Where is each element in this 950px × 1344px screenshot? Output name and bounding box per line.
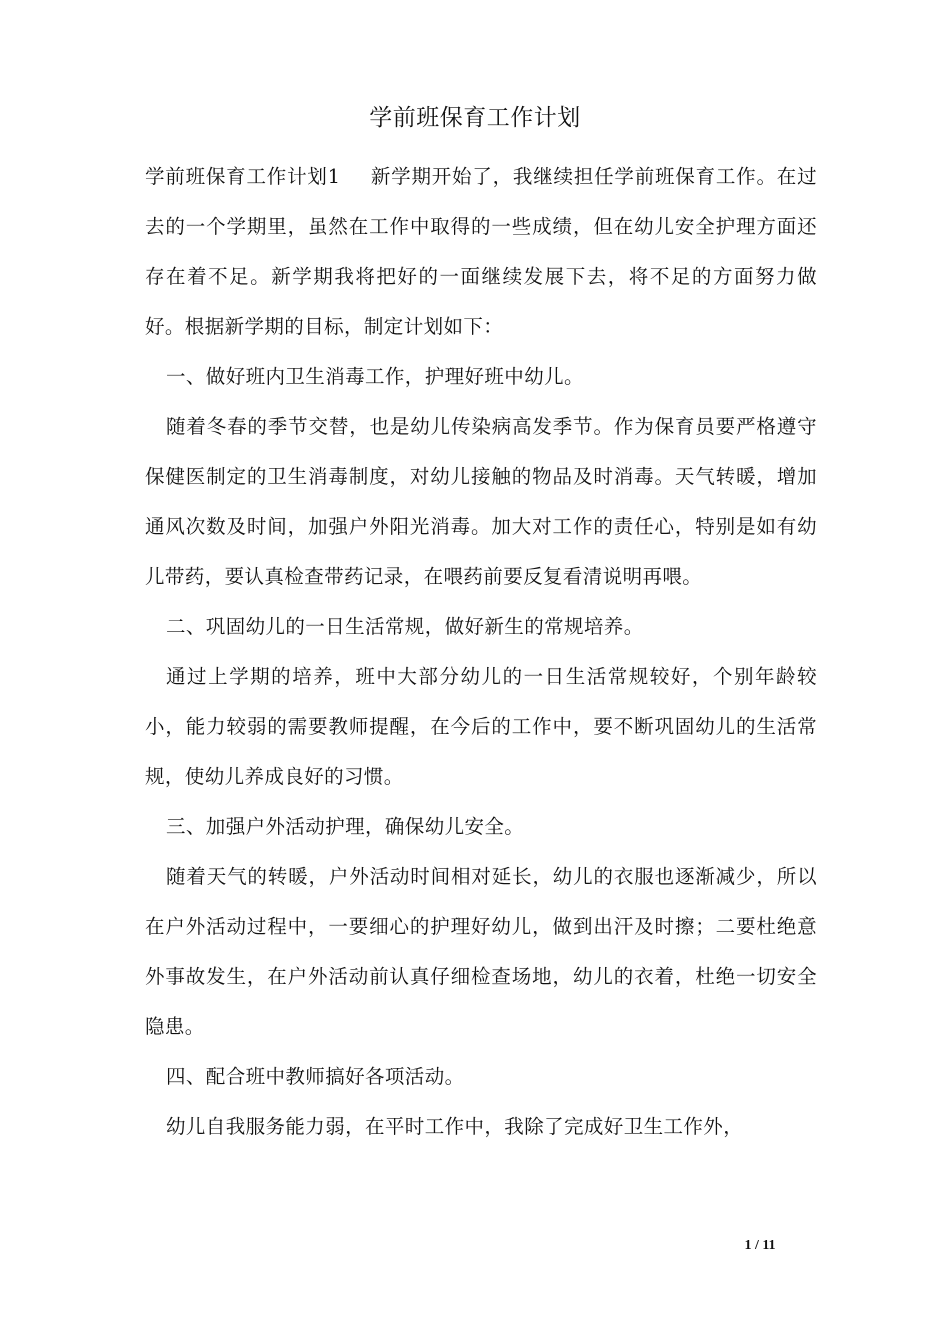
section-heading-2: 二、巩固幼儿的一日生活常规，做好新生的常规培养。: [166, 615, 644, 638]
document-title: 学前班保育工作计划: [369, 105, 581, 131]
document-body: [145, 152, 817, 1152]
section-body-1: 随着冬春的季节交替，也是幼儿传染病高发季节。作为保育员要严格遵守保健医制定的卫生消毒制度，对幼儿接触的物品及时消毒。天气转暖，增加通风次数及时间，加强户外阳光消毒。加大对工作的责任心，特别是如有幼儿带药，要认真检查带药记录，在喂药前要反复看清说明再喂。: [145, 415, 817, 588]
section-heading-1: 一、做好班内卫生消毒工作，护理好班中幼儿。: [166, 365, 584, 388]
intro-text: 新学期开始了，我继续担任学前班保育工作。在过去的一个学期里，虽然在工作中取得的一些成绩，但在幼儿安全护理方面还存在着不足。新学期我将把好的一面继续发展下去，将不足的方面努力做好。根据新学期的目标，制定计划如下：: [145, 165, 817, 338]
section-body-3: 随着天气的转暖，户外活动时间相对延长，幼儿的衣服也逐渐减少，所以在户外活动过程中，一要细心的护理好幼儿，做到出汗及时擦；二要杜绝意外事故发生，在户外活动前认真仔细检查场地，幼儿的衣着，杜绝一切安全隐患。: [145, 865, 817, 1038]
section-body-2: 通过上学期的培养，班中大部分幼儿的一日生活常规较好，个别年龄较小，能力较弱的需要教师提醒，在今后的工作中，要不断巩固幼儿的生活常规，使幼儿养成良好的习惯。: [145, 665, 817, 788]
section-heading-4: 四、配合班中教师搞好各项活动。: [166, 1065, 465, 1088]
section-heading-3: 三、加强户外活动护理，确保幼儿安全。: [166, 815, 525, 838]
intro-label: 学前班保育工作计划1: [145, 165, 341, 188]
section-body-4: 幼儿自我服务能力弱，在平时工作中，我除了完成好卫生工作外，: [166, 1115, 744, 1138]
intro-paragraph: [145, 152, 817, 352]
page-number: 1 / 11: [744, 1238, 776, 1253]
